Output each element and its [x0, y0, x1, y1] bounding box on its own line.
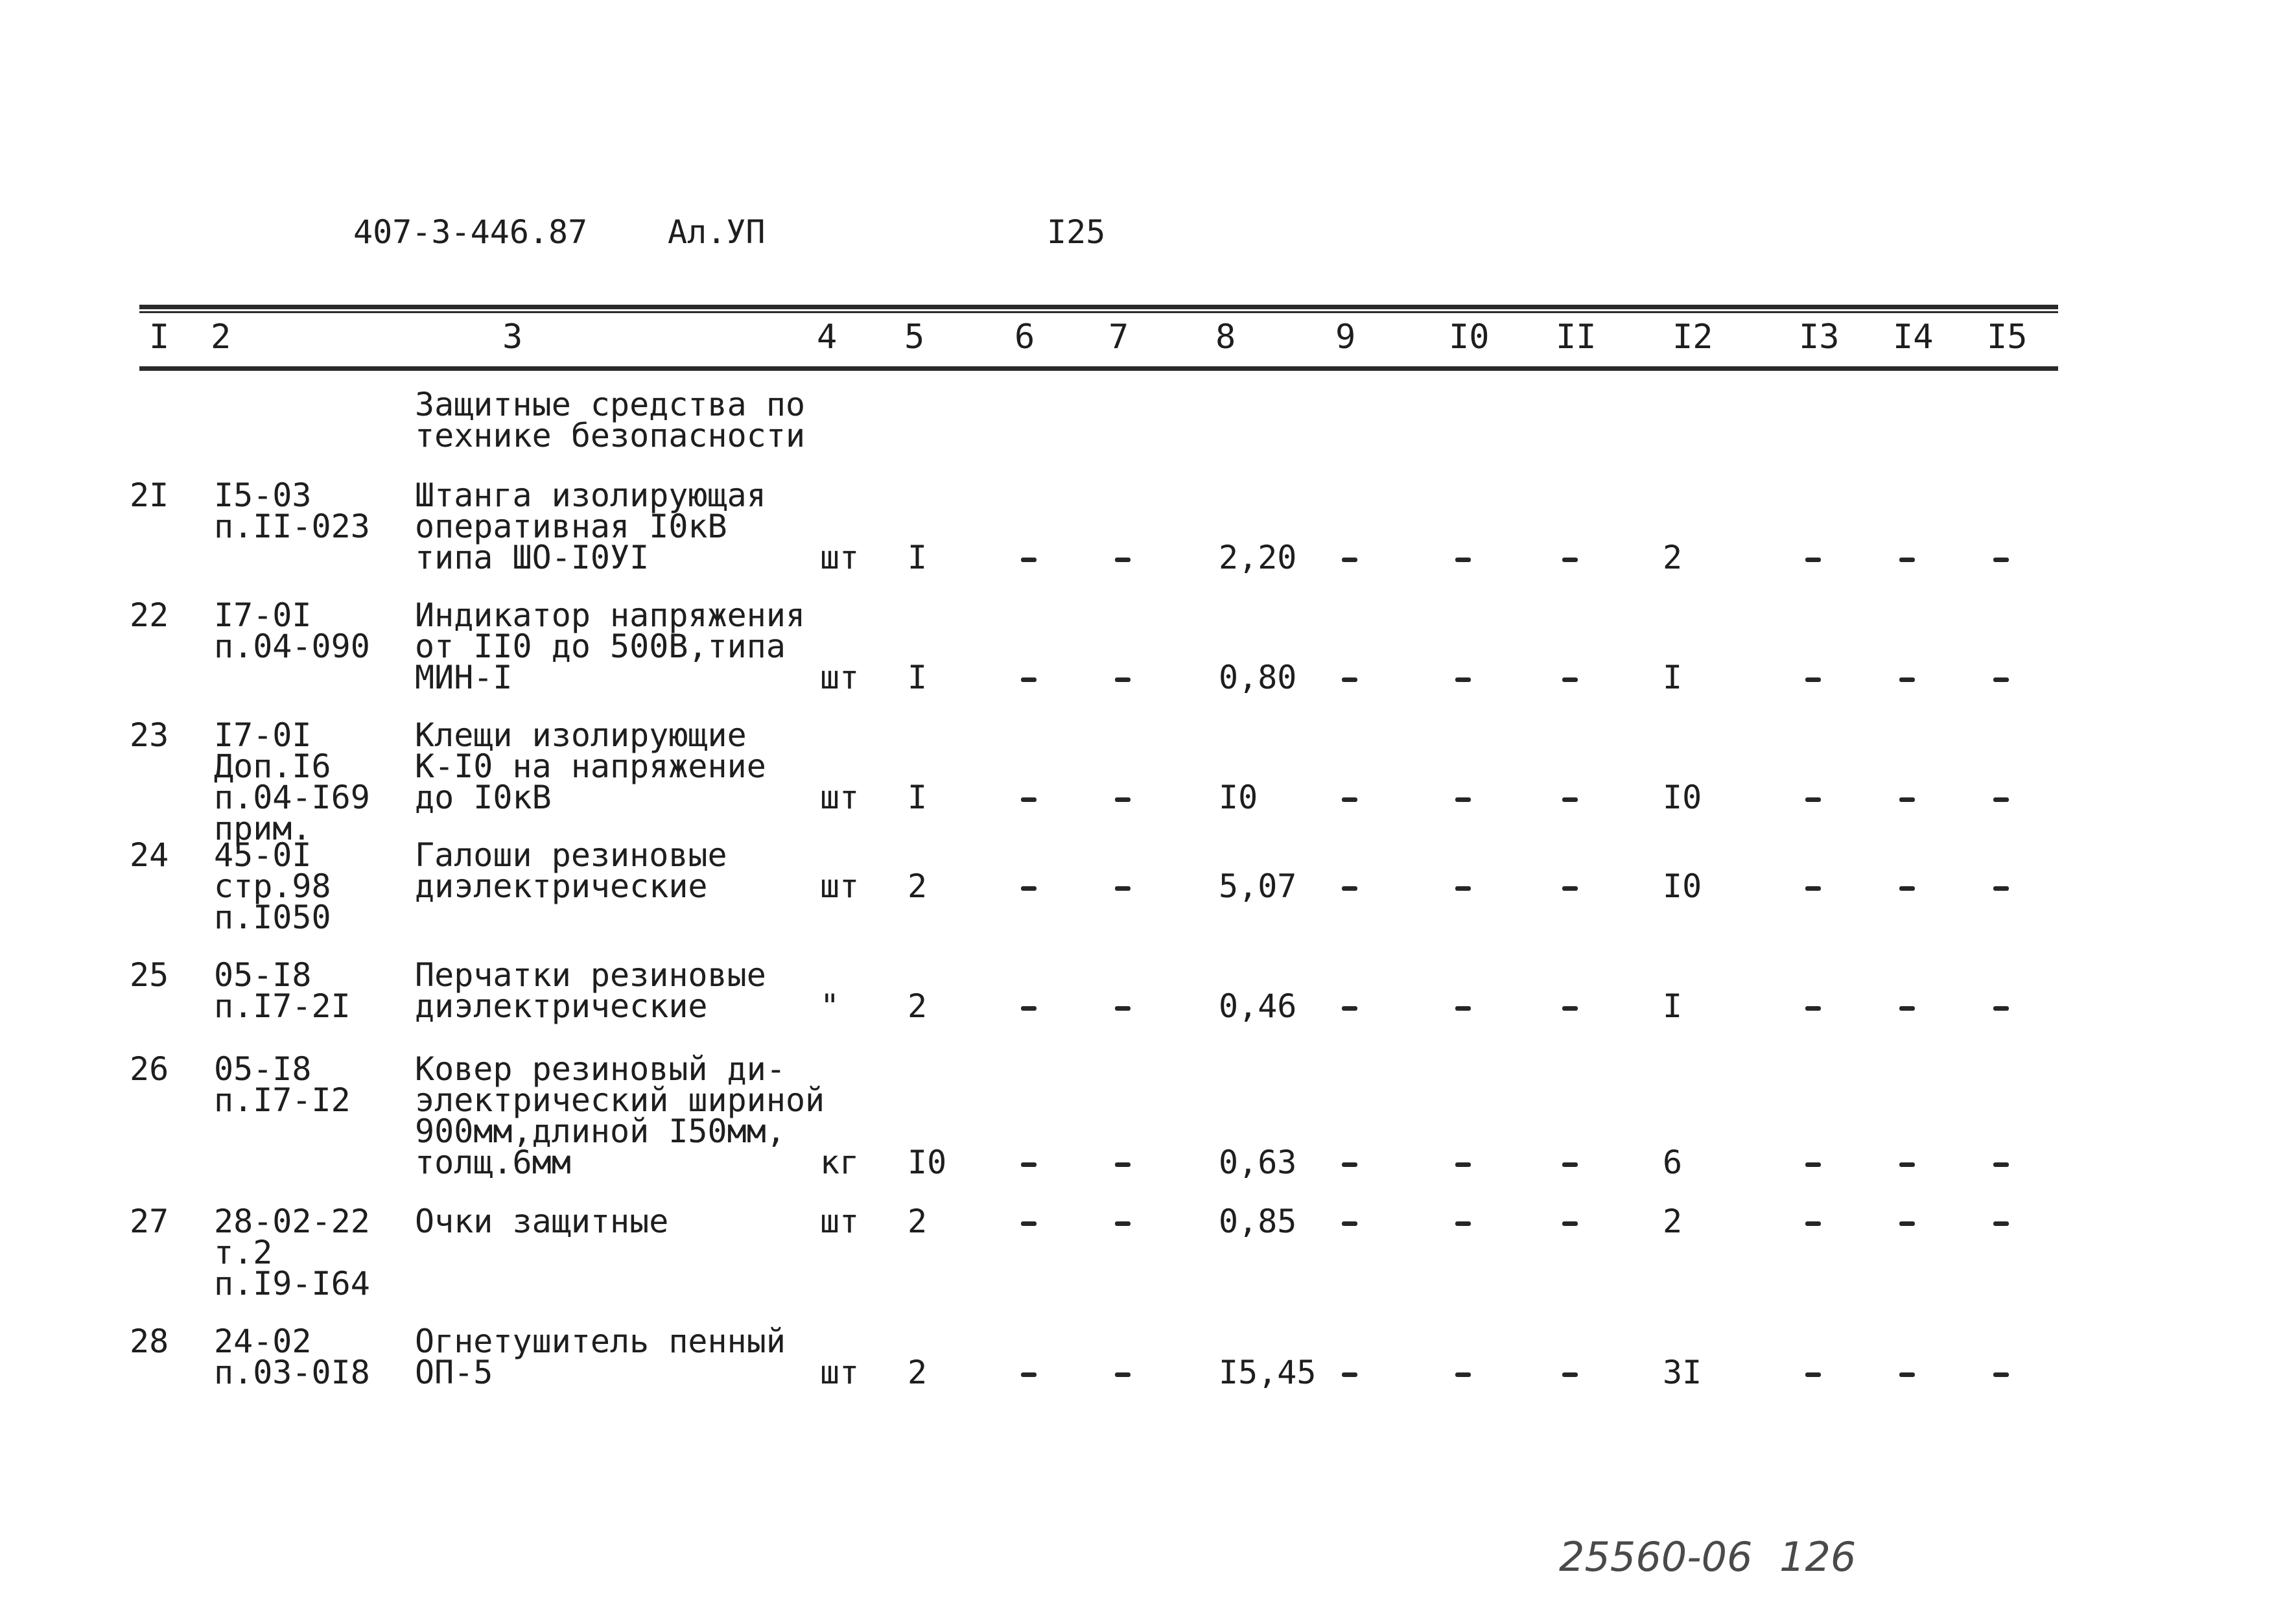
rate-code: 28-02-22: [214, 1203, 370, 1240]
dash-mark: [1562, 1162, 1578, 1167]
handwritten-archive-number: 25560-06: [1559, 1533, 1753, 1581]
item-name: 900мм,длиной I50мм,: [415, 1112, 786, 1150]
item-name: оперативная I0кВ: [415, 508, 727, 545]
dash-mark: [1115, 886, 1131, 891]
row-number: 22: [130, 596, 169, 634]
unit-cell: шт: [820, 1203, 860, 1240]
dash-mark: [1455, 1162, 1471, 1167]
column-number: I4: [1893, 318, 1934, 357]
row-number: 24: [130, 836, 169, 874]
dash-mark: [1115, 1372, 1131, 1377]
row-number: 25: [130, 956, 169, 994]
total-cell: 6: [1663, 1144, 1683, 1181]
rate-code: 24-02: [214, 1323, 312, 1360]
dash-mark: [1899, 1372, 1915, 1377]
column-number: I5: [1987, 318, 2028, 357]
item-name: типа ШО-I0УI: [415, 539, 650, 576]
dash-mark: [1805, 1221, 1821, 1226]
rate-code: п.04-I69: [214, 779, 370, 816]
dash-mark: [1899, 558, 1915, 562]
rate-code: I5-03: [214, 477, 312, 514]
rate-code: п.03-0I8: [214, 1354, 370, 1391]
dash-mark: [1562, 1221, 1578, 1226]
dash-mark: [1993, 1162, 2009, 1167]
dash-mark: [1805, 1162, 1821, 1167]
total-cell: 3I: [1663, 1354, 1702, 1391]
dash-mark: [1562, 558, 1578, 562]
dash-mark: [1455, 677, 1471, 682]
dash-mark: [1115, 1006, 1131, 1011]
dash-mark: [1342, 797, 1357, 802]
dash-mark: [1342, 558, 1357, 562]
dash-mark: [1993, 1221, 2009, 1226]
dash-mark: [1021, 1006, 1037, 1011]
price-cell: 0,85: [1219, 1203, 1297, 1240]
item-name: диэлектрические: [415, 867, 708, 905]
item-name: электрический шириной: [415, 1081, 825, 1119]
dash-mark: [1562, 677, 1578, 682]
handwritten-page-number: 126: [1779, 1533, 1857, 1581]
row-number: 23: [130, 716, 169, 754]
item-name: ОП-5: [415, 1354, 493, 1391]
item-name: до I0кВ: [415, 779, 552, 816]
page-number: I25: [1047, 213, 1106, 251]
quantity-cell: 2: [908, 1354, 928, 1391]
quantity-cell: I0: [908, 1144, 947, 1181]
dash-mark: [1342, 1006, 1357, 1011]
unit-cell: шт: [820, 779, 860, 816]
dash-mark: [1805, 797, 1821, 802]
column-number: I2: [1672, 318, 1713, 357]
column-number: 7: [1108, 318, 1129, 357]
item-name: Клещи изолирующие: [415, 716, 747, 754]
dash-mark: [1021, 886, 1037, 891]
rate-code: I7-0I: [214, 596, 312, 634]
album-label: Ал.УП: [668, 213, 766, 251]
item-name: Огнетушитель пенный: [415, 1323, 786, 1360]
item-name: диэлектрические: [415, 987, 708, 1025]
dash-mark: [1993, 1372, 2009, 1377]
item-name: Галоши резиновые: [415, 836, 727, 874]
dash-mark: [1993, 886, 2009, 891]
quantity-cell: 2: [908, 867, 928, 905]
dash-mark: [1562, 1372, 1578, 1377]
rate-code: 05-I8: [214, 956, 312, 994]
unit-cell: шт: [820, 659, 860, 696]
row-number: 28: [130, 1323, 169, 1360]
dash-mark: [1115, 558, 1131, 562]
table-top-rule-secondary: [139, 311, 2058, 313]
total-cell: I: [1663, 659, 1683, 696]
section-title-line-1: Защитные средства по: [415, 386, 806, 423]
rate-code: I7-0I: [214, 716, 312, 754]
item-name: Очки защитные: [415, 1203, 669, 1240]
total-cell: I0: [1663, 779, 1702, 816]
dash-mark: [1115, 797, 1131, 802]
item-name: К-I0 на напряжение: [415, 747, 766, 785]
rate-code: прим.: [214, 810, 312, 847]
item-name: Штанга изолирующая: [415, 477, 766, 514]
column-number: 4: [817, 318, 838, 357]
dash-mark: [1899, 797, 1915, 802]
rate-code: п.I7-I2: [214, 1081, 351, 1119]
item-name: Индикатор напряжения: [415, 596, 806, 634]
item-name: Ковер резиновый ди-: [415, 1050, 786, 1088]
rate-code: 05-I8: [214, 1050, 312, 1088]
column-number: 8: [1215, 318, 1236, 357]
dash-mark: [1455, 797, 1471, 802]
dash-mark: [1455, 886, 1471, 891]
dash-mark: [1899, 886, 1915, 891]
dash-mark: [1342, 677, 1357, 682]
dash-mark: [1455, 1221, 1471, 1226]
rate-code: п.I9-I64: [214, 1265, 370, 1302]
dash-mark: [1455, 1372, 1471, 1377]
unit-cell: кг: [820, 1144, 860, 1181]
item-name: Перчатки резиновые: [415, 956, 766, 994]
price-cell: 0,63: [1219, 1144, 1297, 1181]
dash-mark: [1115, 1162, 1131, 1167]
rate-code: 45-0I: [214, 836, 312, 874]
table-header-rule: [139, 366, 2058, 371]
section-title-line-2: технике безопасности: [415, 417, 806, 454]
quantity-cell: I: [908, 659, 928, 696]
dash-mark: [1993, 797, 2009, 802]
quantity-cell: I: [908, 779, 928, 816]
dash-mark: [1021, 558, 1037, 562]
item-name: от II0 до 500В,типа: [415, 628, 786, 665]
dash-mark: [1993, 1006, 2009, 1011]
dash-mark: [1562, 886, 1578, 891]
price-cell: 2,20: [1219, 539, 1297, 576]
total-cell: I0: [1663, 867, 1702, 905]
dash-mark: [1993, 677, 2009, 682]
rate-code: Доп.I6: [214, 747, 331, 785]
price-cell: 5,07: [1219, 867, 1297, 905]
column-number: I0: [1449, 318, 1490, 357]
dash-mark: [1899, 1221, 1915, 1226]
dash-mark: [1021, 1221, 1037, 1226]
quantity-cell: 2: [908, 1203, 928, 1240]
column-number: I: [149, 318, 170, 357]
item-name: толщ.6мм: [415, 1144, 571, 1181]
dash-mark: [1805, 1372, 1821, 1377]
item-name: МИН-I: [415, 659, 513, 696]
row-number: 26: [130, 1050, 169, 1088]
dash-mark: [1805, 1006, 1821, 1011]
dash-mark: [1455, 1006, 1471, 1011]
column-number: 3: [502, 318, 523, 357]
dash-mark: [1993, 558, 2009, 562]
unit-cell: шт: [820, 1354, 860, 1391]
dash-mark: [1342, 1162, 1357, 1167]
dash-mark: [1021, 677, 1037, 682]
dash-mark: [1805, 558, 1821, 562]
dash-mark: [1805, 886, 1821, 891]
dash-mark: [1899, 1006, 1915, 1011]
dash-mark: [1342, 1372, 1357, 1377]
total-cell: I: [1663, 987, 1683, 1025]
table-top-rule: [139, 305, 2058, 309]
row-number: 27: [130, 1203, 169, 1240]
dash-mark: [1899, 1162, 1915, 1167]
rate-code: п.I050: [214, 899, 331, 936]
quantity-cell: I: [908, 539, 928, 576]
document-code: 407-3-446.87: [353, 213, 588, 251]
dash-mark: [1021, 1372, 1037, 1377]
dash-mark: [1805, 677, 1821, 682]
rate-code: стр.98: [214, 867, 331, 905]
dash-mark: [1021, 797, 1037, 802]
dash-mark: [1562, 797, 1578, 802]
row-number: 2I: [130, 477, 169, 514]
dash-mark: [1021, 1162, 1037, 1167]
quantity-cell: 2: [908, 987, 928, 1025]
price-cell: I0: [1219, 779, 1258, 816]
price-cell: 0,80: [1219, 659, 1297, 696]
rate-code: т.2: [214, 1234, 273, 1271]
column-number: 9: [1335, 318, 1356, 357]
unit-cell: шт: [820, 539, 860, 576]
total-cell: 2: [1663, 1203, 1683, 1240]
unit-cell: ": [820, 987, 840, 1025]
rate-code: п.II-023: [214, 508, 370, 545]
dash-mark: [1562, 1006, 1578, 1011]
price-cell: I5,45: [1219, 1354, 1317, 1391]
dash-mark: [1455, 558, 1471, 562]
column-number: 2: [211, 318, 231, 357]
dash-mark: [1342, 1221, 1357, 1226]
dash-mark: [1115, 677, 1131, 682]
column-number: 5: [904, 318, 925, 357]
price-cell: 0,46: [1219, 987, 1297, 1025]
total-cell: 2: [1663, 539, 1683, 576]
column-number: II: [1556, 318, 1597, 357]
column-number: I3: [1799, 318, 1840, 357]
rate-code: п.I7-2I: [214, 987, 351, 1025]
dash-mark: [1115, 1221, 1131, 1226]
column-number: 6: [1014, 318, 1035, 357]
rate-code: п.04-090: [214, 628, 370, 665]
dash-mark: [1342, 886, 1357, 891]
unit-cell: шт: [820, 867, 860, 905]
dash-mark: [1899, 677, 1915, 682]
